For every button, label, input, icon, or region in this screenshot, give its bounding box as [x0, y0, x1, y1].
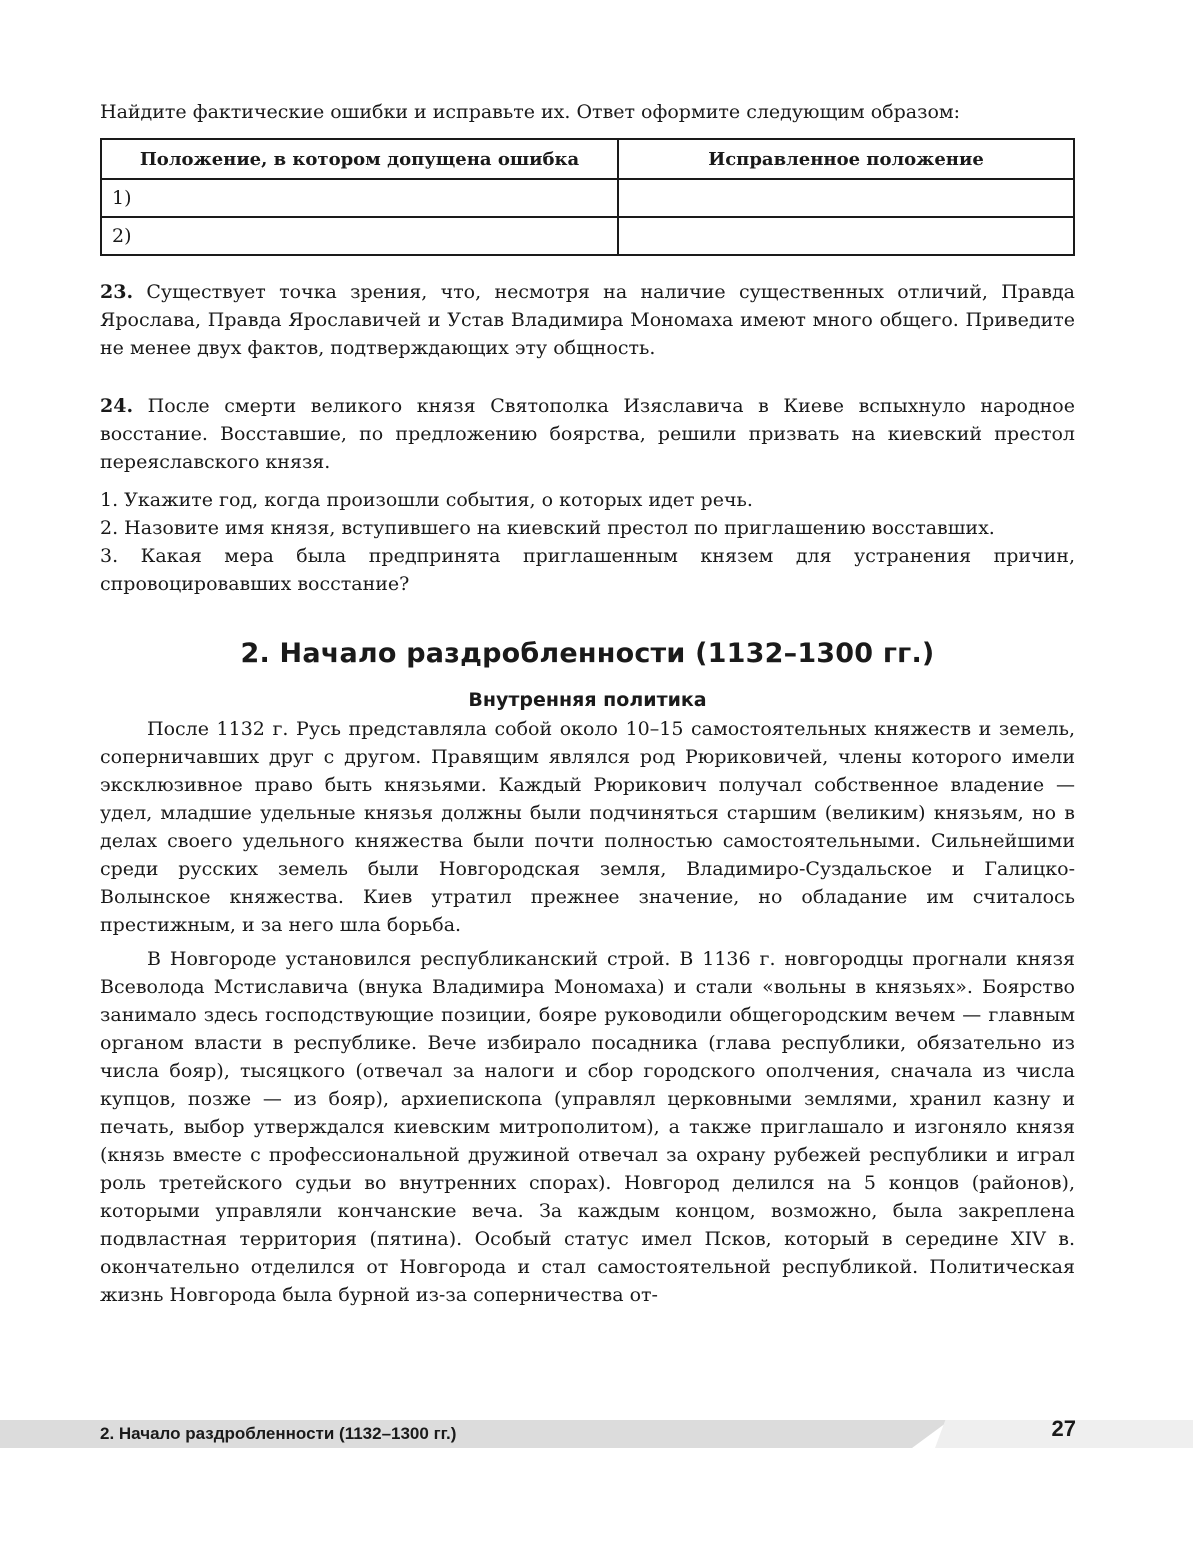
- task-23: [100, 278, 1075, 362]
- table-cell: [618, 179, 1074, 217]
- table-cell: [618, 217, 1074, 255]
- footer-title: 2. Начало раздробленности (1132–1300 гг.): [100, 1424, 457, 1443]
- list-item: 1. Укажите год, когда произошли события, о которых идет речь.: [100, 489, 753, 511]
- task-number: 24.: [100, 395, 134, 417]
- table-row: [101, 179, 1074, 217]
- task-text: После смерти великого князя Святополка Изяславича в Киеве вспыхнуло народное восстание. Восставшие, по предложению боярства, решили призвать на киевский престол переяславского князя.: [100, 395, 1075, 473]
- table-row: [101, 217, 1074, 255]
- list-item: 3. Какая мера была предпринята приглашенным князем для устранения причин, спровоцировавших восстание?: [100, 545, 1075, 595]
- paragraph: После 1132 г. Русь представляла собой около 10–15 самостоятельных княжеств и земель, соперничавших друг с другом. Правящим являлся род Рюриковичей, члены которого имели эксклюзивное право быть князьями. Каждый Рюрикович получал собственное владение — удел, младшие удельные князья должны были подчиняться старшим (великим) князьям, но в делах своего удельного княжества были почти полностью самостоятельными. Сильнейшими среди русских земель были Новгородская земля, Владимиро-Суздальское и Галицко-Волынское княжества. Киев утратил прежнее значение, но обладание им считалось престижным, и за него шла борьба.: [100, 718, 1075, 936]
- list-item: 2. Назовите имя князя, вступившего на киевский престол по приглашению восставших.: [100, 517, 995, 539]
- errors-table: [100, 138, 1075, 256]
- task-number: 23.: [100, 281, 134, 303]
- table-cell: 1): [101, 179, 618, 217]
- section-subtitle: Внутренняя политика: [468, 689, 707, 711]
- page-content: [100, 98, 1075, 1309]
- table-header-row: [101, 139, 1074, 179]
- table-cell: 2): [101, 217, 618, 255]
- page-footer: [0, 1412, 1193, 1448]
- task-24-questions: [100, 486, 1075, 598]
- task-24: [100, 392, 1075, 476]
- table-header-corrected: Исправленное положение: [618, 139, 1074, 179]
- task-text: Существует точка зрения, что, несмотря на наличие существенных отличий, Правда Ярослава, Правда Ярославичей и Устав Владимира Мономаха имеют много общего. Приведите не менее двух фактов, подтверждающих эту общность.: [100, 281, 1075, 359]
- intro-text: Найдите фактические ошибки и исправьте их. Ответ оформите следующим образом:: [100, 101, 961, 123]
- page-number: 27: [1051, 1416, 1076, 1441]
- table-header-error: Положение, в котором допущена ошибка: [101, 139, 618, 179]
- section-title: 2. Начало раздробленности (1132–1300 гг.): [240, 638, 935, 669]
- paragraph: В Новгороде установился республиканский строй. В 1136 г. новгородцы прогнали князя Всеволода Мстиславича (внука Владимира Мономаха) и стали «вольны в князьях». Боярство занимало здесь господствующие позиции, бояре руководили общегородским вечем — главным органом власти в республике. Вече избирало посадника (глава республики, обязательно из числа бояр), тысяцкого (отвечал за налоги и сбор городского ополчения, сначала из числа купцов, позже — из бояр), архиепископа (управлял церковными землями, хранил казну и печать, выбор утверждался киевским митрополитом), а также приглашало и изгоняло князя (князь вместе с профессиональной дружиной отвечал за охрану рубежей республики и играл роль третейского судьи во внутренних спорах). Новгород делился на 5 концов (районов), которыми управляли кончанские веча. За каждым концом, возможно, была закреплена подвластная территория (пятина). Особый статус имел Псков, который в середине XIV в. окончательно отделился от Новгорода и стал самостоятельной республикой. Политическая жизнь Новгорода была бурной из-за соперничества от-: [100, 948, 1075, 1306]
